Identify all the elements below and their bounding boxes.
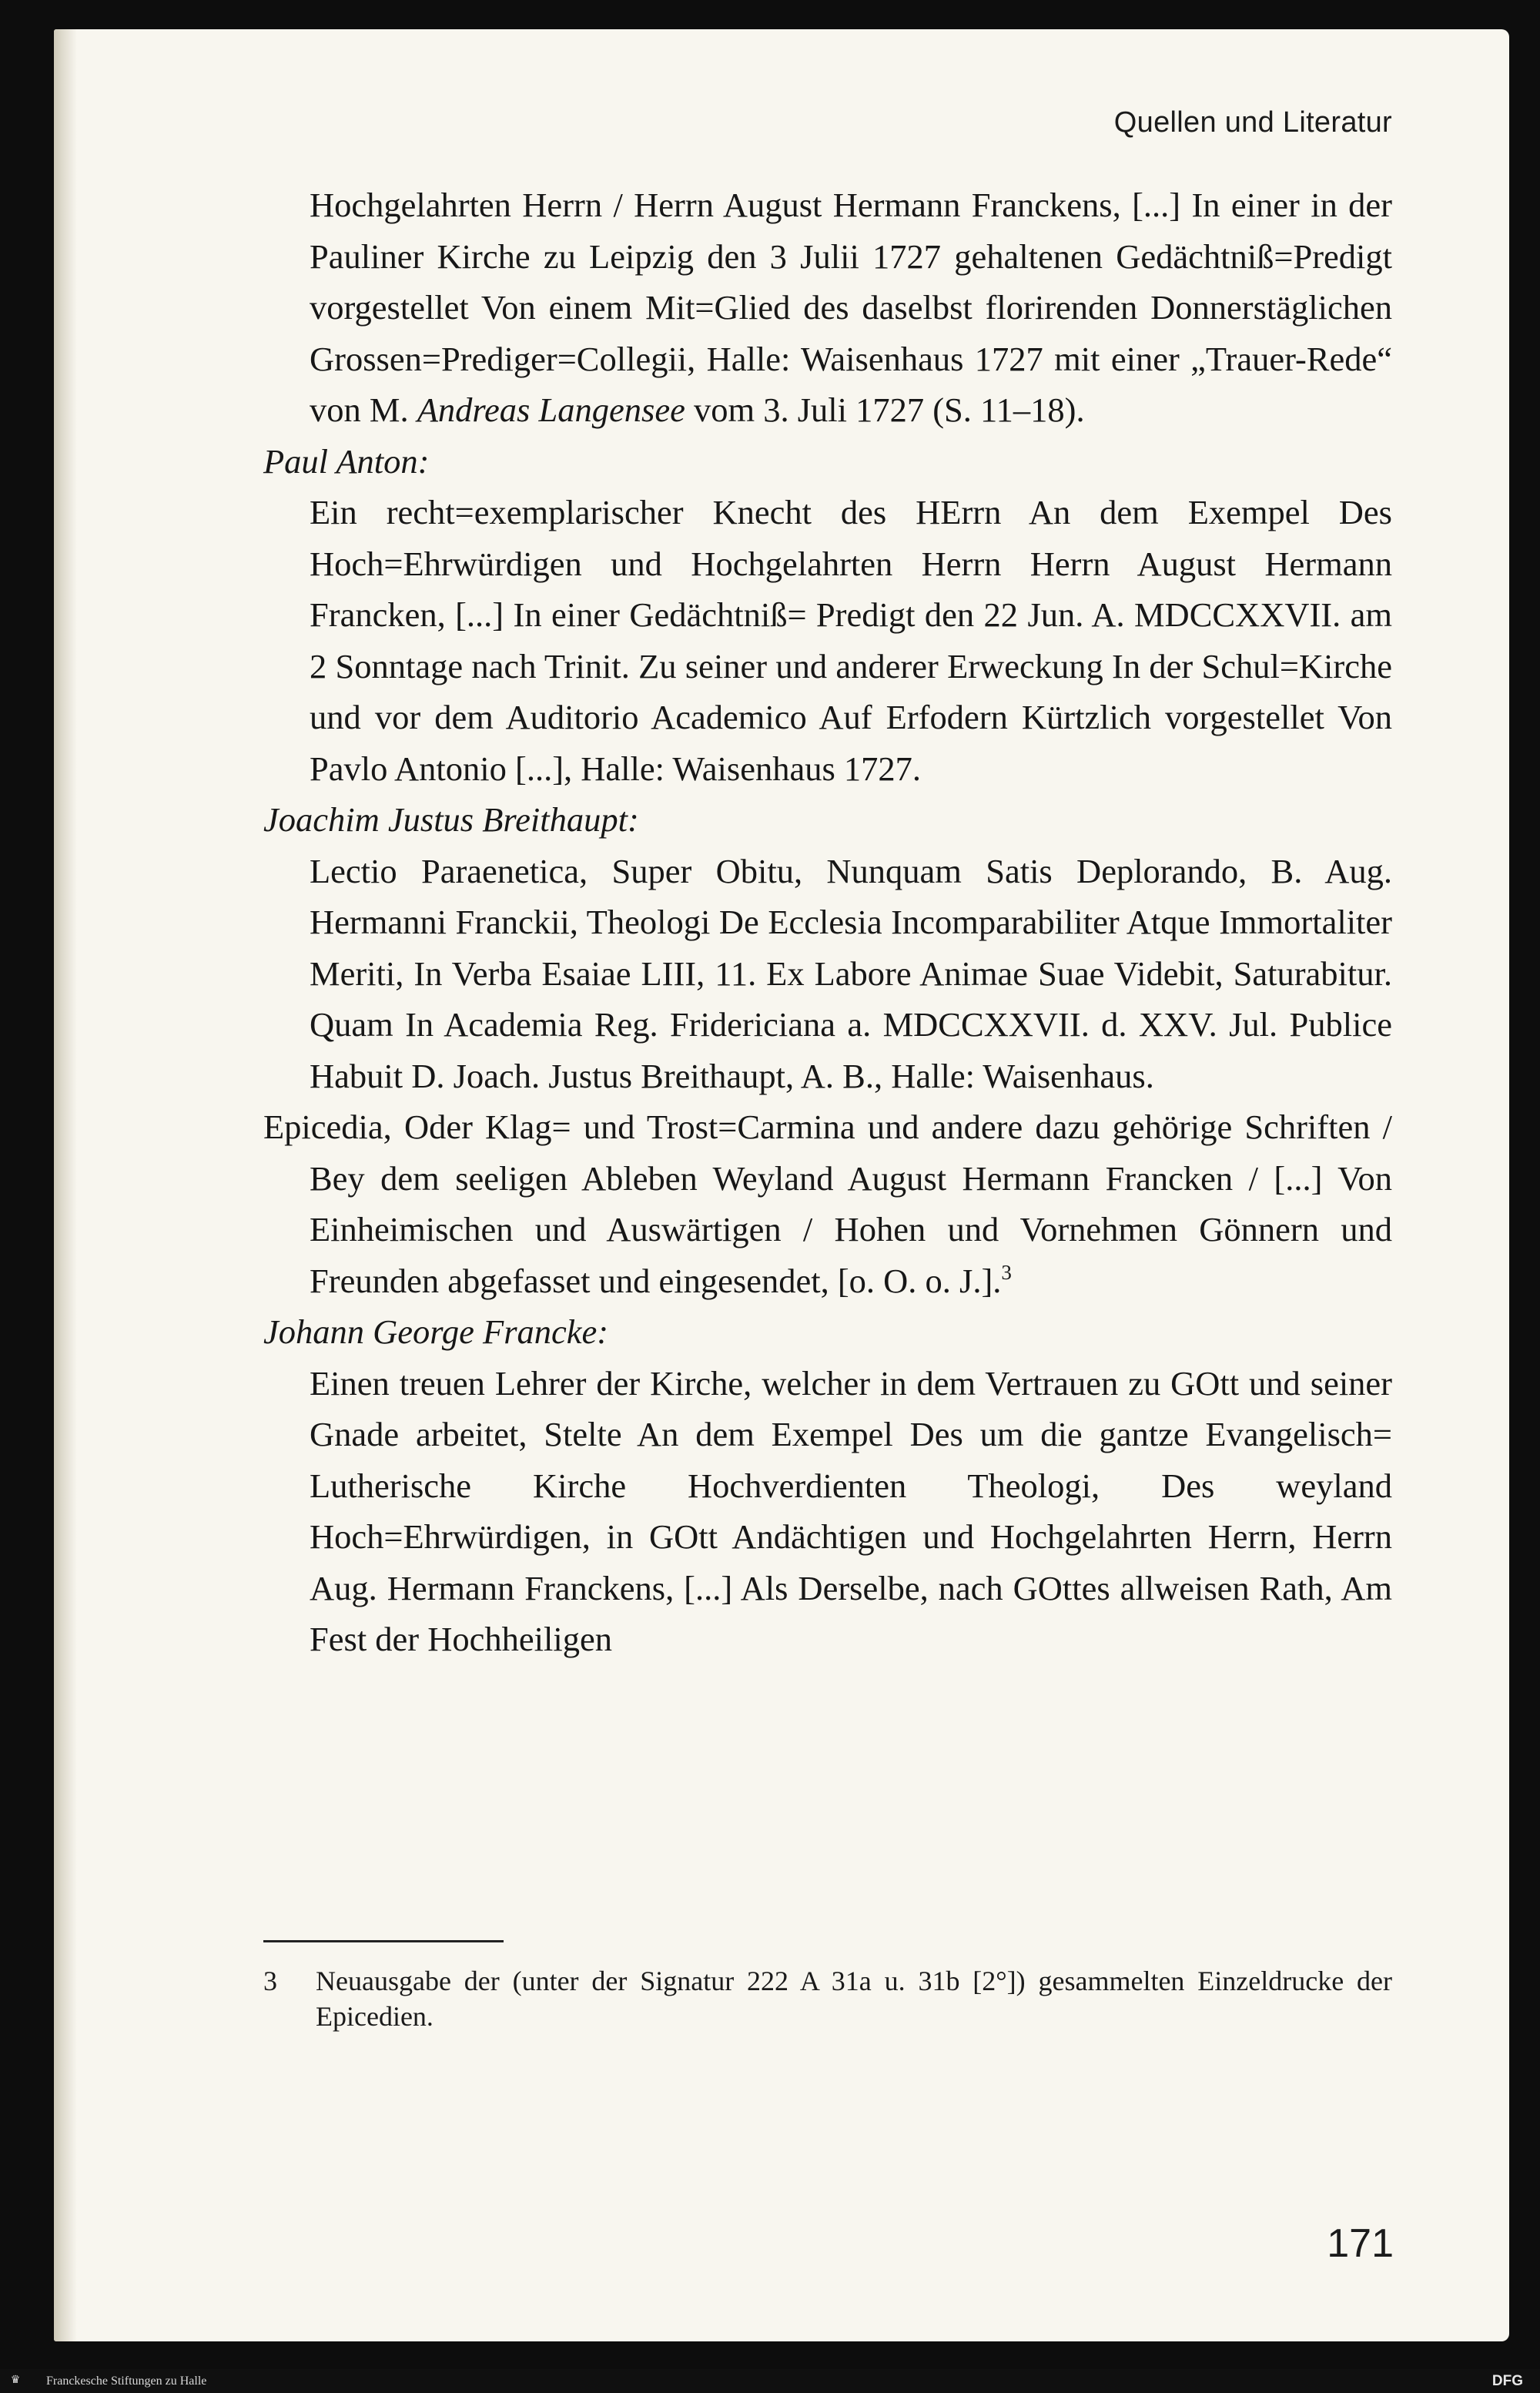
footnote-ref[interactable]: 3	[1001, 1260, 1012, 1284]
footnote-number: 3	[263, 1966, 277, 1996]
entry-text: Einen treuen Lehrer der Kirche, welcher in dem Vertrauen zu GOtt und seiner Gnade arbeitet, Stelte An dem Exempel Des um die gantze Evangelisch= Lutherische Kirche Hochverdienten Theologi, Des weyland Hoch=Ehrwürdigen, in GOtt Andächtigen und Hochgelahrten Herrn, Herrn Aug. Hermann Franckens, [...] Als Derselbe, nach GOttes allweisen Rath, Am Fest der Hochheiligen	[310, 1363, 1392, 1658]
author-heading: Joachim Justus Breithaupt:	[263, 800, 639, 839]
running-head: Quellen und Literatur	[1113, 106, 1392, 139]
book-page	[54, 29, 1509, 2341]
dfg-logo[interactable]: DFG	[1491, 2373, 1523, 2389]
footnote	[263, 1963, 1392, 2034]
entry-text: Lectio Paraenetica, Super Obitu, Nunquam Satis Deplorando, B. Aug. Hermanni Franckii, Theologi De Ecclesia Incomparabiliter Atque Immortaliter Meriti, In Verba Esaiae LIII, 11. Ex Labore Animae Suae Videbit, Saturabitur. Quam In Academia Reg. Fridericiana a. MDCCXXVII. d. XXV. Jul. Publice Habuit D. Joach. Justus Breithaupt, A. B., Halle: Waisenhaus.	[310, 851, 1392, 1095]
page-number: 171	[1327, 2221, 1394, 2266]
footnote-rule	[263, 1940, 504, 1942]
entry-continuation: Hochgelahrten Herrn / Herrn August Hermann Franckens, [...] In einer in der Pauliner Kirche zu Leipzig den 3 Julii 1727 gehaltenen Gedächtniß=Predigt vorgestellet Von einem Mit=Glied des daselbst florirenden Donnerstäglichen Grossen=Prediger=Collegii, Halle: Waisenhaus 1727 mit einer „Trauer-Rede“ von M. Andreas Langensee vom 3. Juli 1727 (S. 11–18).	[310, 186, 1392, 429]
author-heading: Paul Anton:	[263, 441, 430, 481]
footer-bar	[0, 2369, 1540, 2393]
entry-epicedia: Epicedia, Oder Klag= und Trost=Carmina und andere dazu gehörige Schriften / Bey dem seeligen Ableben Weyland August Hermann Francken / [...] Von Einheimischen und Auswärtigen / Hohen und Vornehmen Gönnern und Freunden abgefasset und eingesendet, [o. O. o. J.].$^3$	[263, 1108, 1392, 1300]
page-body	[263, 179, 1392, 1665]
institution-name[interactable]: Franckesche Stiftungen zu Halle	[46, 2375, 207, 2388]
author-heading: Johann George Francke:	[263, 1312, 609, 1351]
spine-shadow	[54, 29, 77, 2341]
entry-text: Ein recht=exemplarischer Knecht des HErrn An dem Exempel Des Hoch=Ehrwürdigen und Hochgelahrten Herrn Herrn August Hermann Francken, [...] In einer Gedächtniß= Predigt den 22 Jun. A. MDCCXXVII. am 2 Sonntage nach Trinit. Zu seiner und anderer Erweckung In der Schul=Kirche und vor dem Auditorio Academico Auf Erfodern Kürtzlich vorgestellet Von Pavlo Antonio [...], Halle: Waisenhaus 1727.	[310, 493, 1392, 788]
footnote-text: Neuausgabe der (unter der Signatur 222 A 31a u. 31b [2°]) gesammelten Einzeldrucke der Epicedien.	[316, 1966, 1392, 2032]
institution-logo-icon: ♛	[10, 2375, 21, 2386]
